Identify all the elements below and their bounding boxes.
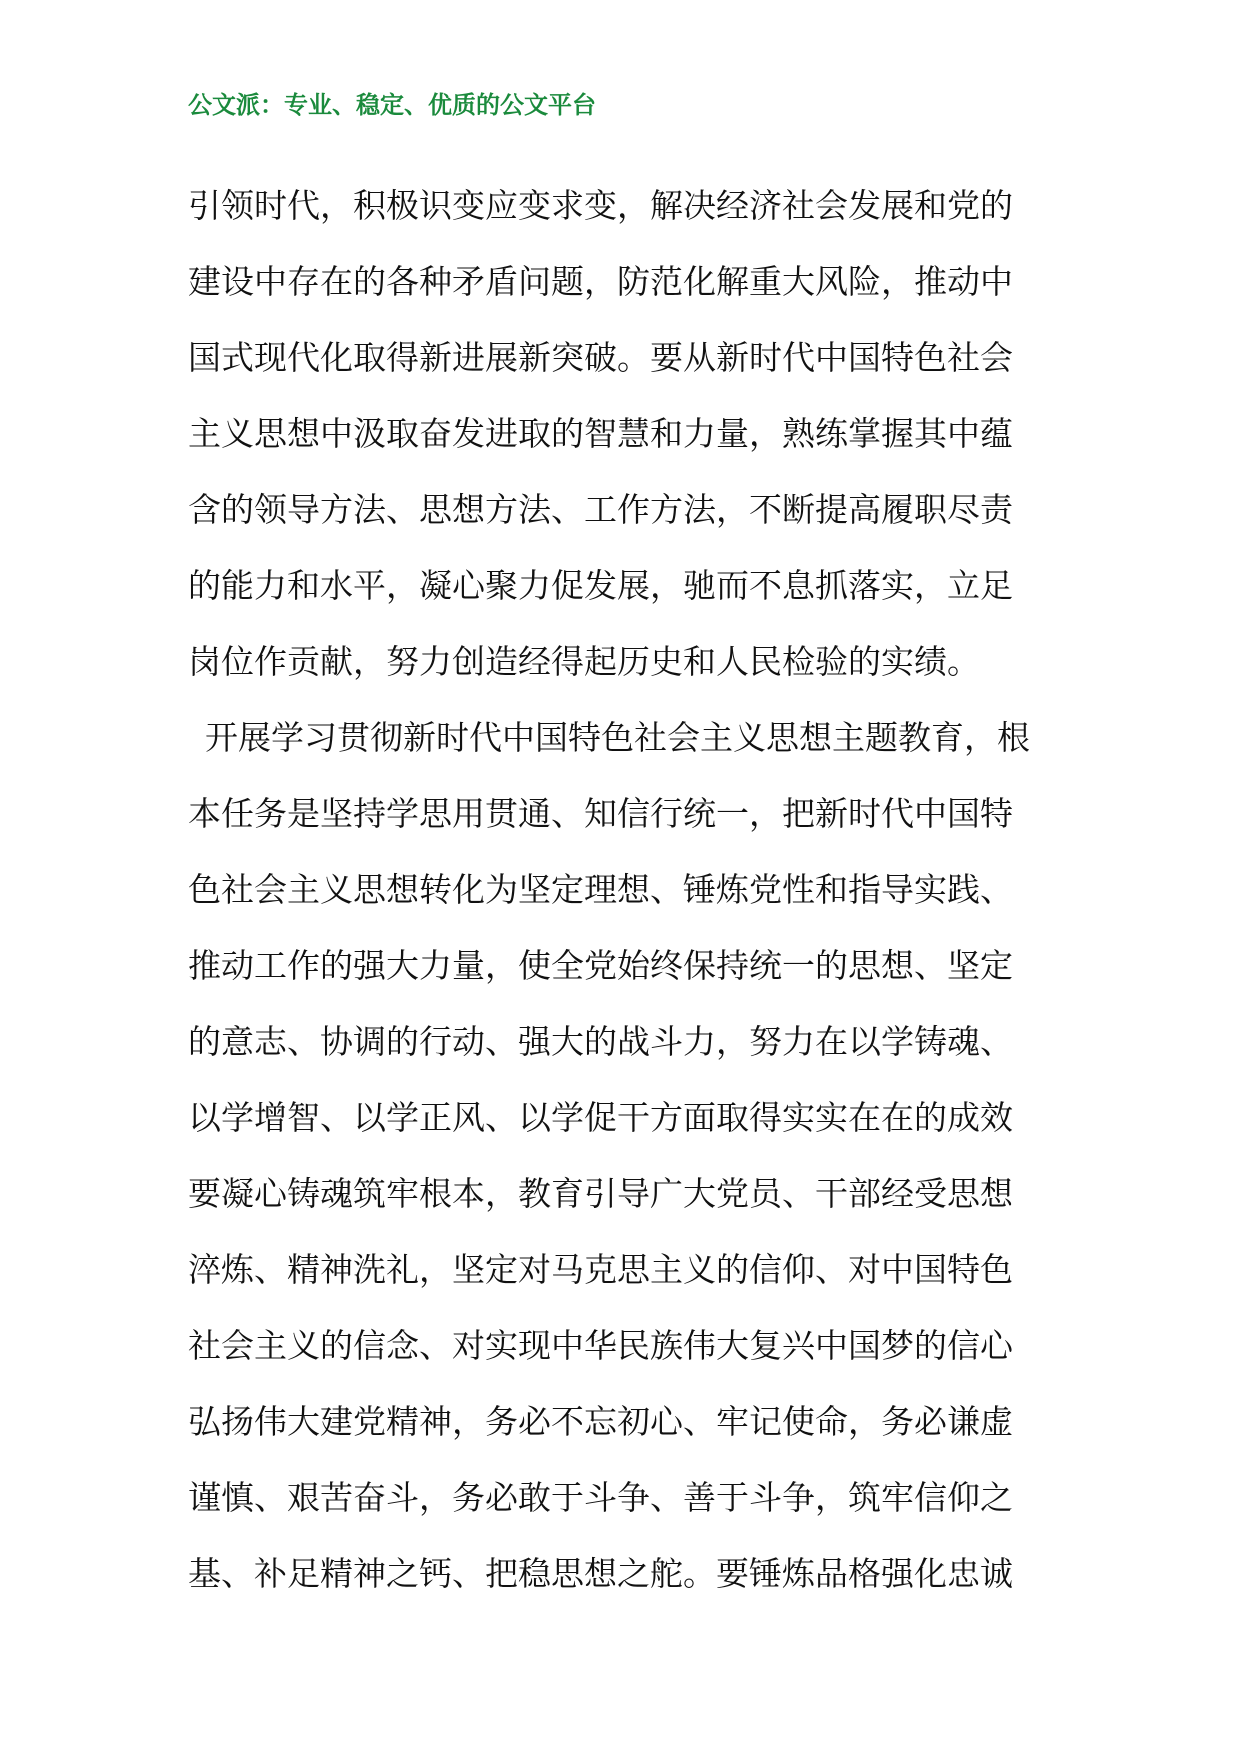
text-line: 推动工作的强大力量，使全党始终保持统一的思想、坚定 — [188, 946, 1013, 985]
text-line: 以学增智、以学正风、以学促干方面取得实实在在的成效 — [188, 1098, 1013, 1137]
body-text — [188, 168, 1068, 1612]
text-line: 主义思想中汲取奋发进取的智慧和力量，熟练掌握其中蕴 — [188, 414, 1013, 453]
paragraph-2 — [188, 700, 1068, 1612]
text-line: 色社会主义思想转化为坚定理想、锤炼党性和指导实践、 — [188, 870, 1013, 909]
page-header: 公文派：专业、稳定、优质的公文平台 — [188, 90, 596, 119]
text-line: 谨慎、艰苦奋斗，务必敢于斗争、善于斗争，筑牢信仰之 — [188, 1478, 1013, 1517]
text-line: 国式现代化取得新进展新突破。要从新时代中国特色社会 — [188, 338, 1013, 377]
text-line: 含的领导方法、思想方法、工作方法，不断提高履职尽责 — [188, 490, 1013, 529]
text-line: 引领时代，积极识变应变求变，解决经济社会发展和党的 — [188, 186, 1013, 225]
text-line: 社会主义的信念、对实现中华民族伟大复兴中国梦的信心 — [188, 1326, 1013, 1365]
text-line: 本任务是坚持学思用贯通、知信行统一，把新时代中国特 — [188, 794, 1013, 833]
text-line: 建设中存在的各种矛盾问题，防范化解重大风险，推动中 — [188, 262, 1013, 301]
text-line: 的能力和水平，凝心聚力促发展，驰而不息抓落实，立足 — [188, 566, 1013, 605]
text-line: 的意志、协调的行动、强大的战斗力，努力在以学铸魂、 — [188, 1022, 1013, 1061]
text-line: 基、补足精神之钙、把稳思想之舵。要锤炼品格强化忠诚 — [188, 1554, 1013, 1593]
text-line: 淬炼、精神洗礼，坚定对马克思主义的信仰、对中国特色 — [188, 1250, 1013, 1289]
text-line: 弘扬伟大建党精神，务必不忘初心、牢记使命，务必谦虚 — [188, 1402, 1013, 1441]
text-line: 开展学习贯彻新时代中国特色社会主义思想主题教育，根 — [205, 718, 1030, 757]
text-line: 要凝心铸魂筑牢根本，教育引导广大党员、干部经受思想 — [188, 1174, 1013, 1213]
text-line: 岗位作贡献，努力创造经得起历史和人民检验的实绩。 — [188, 642, 980, 681]
paragraph-1 — [188, 168, 1068, 700]
